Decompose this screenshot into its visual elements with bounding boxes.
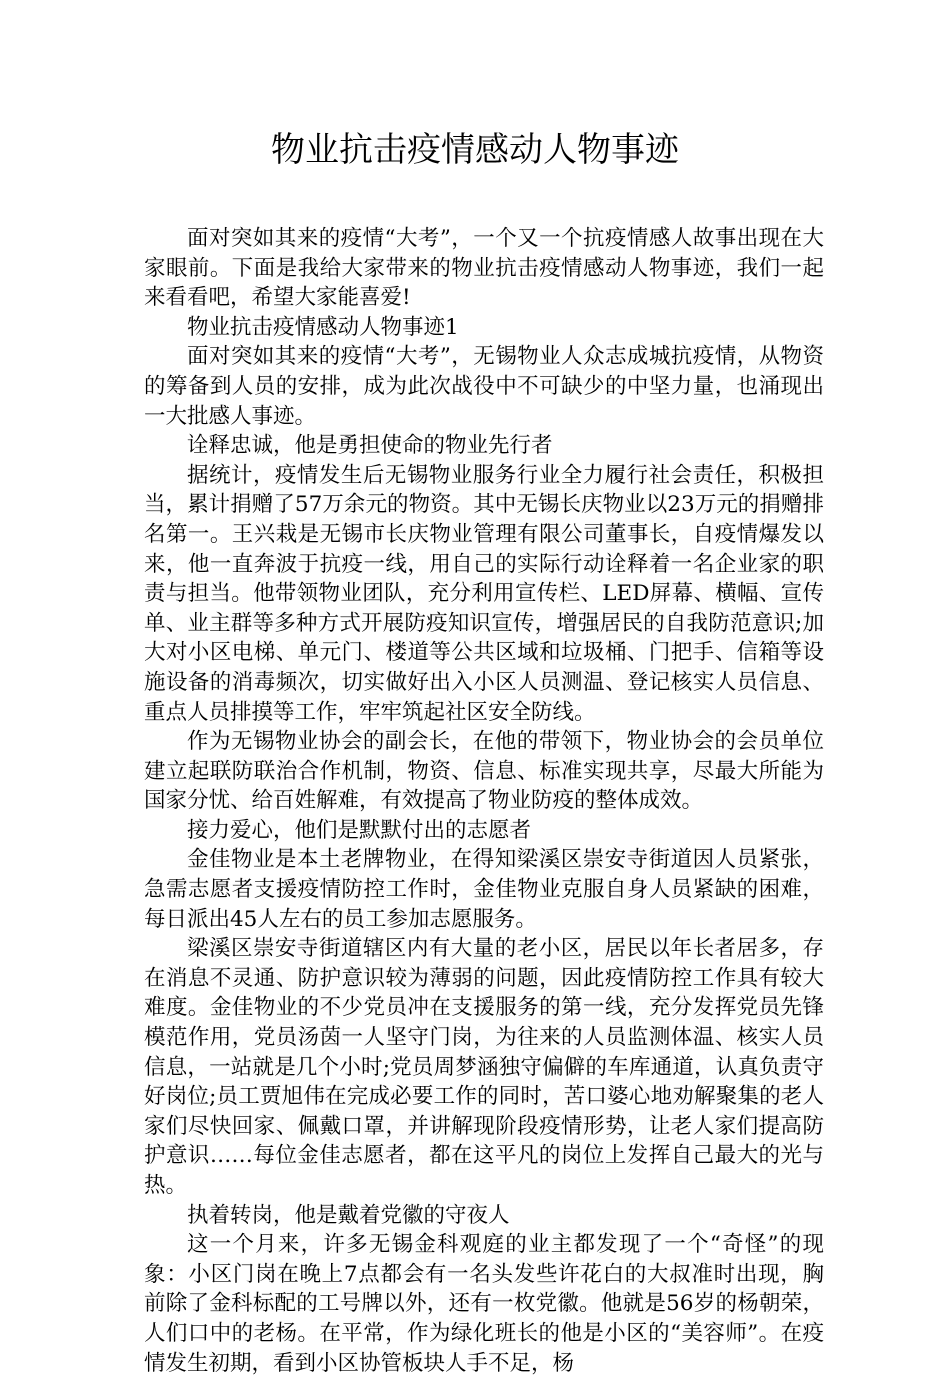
- paragraph: 这一个月来，许多无锡金科观庭的业主都发现了一个“奇怪”的现象：小区门岗在晚上7点都会有一名头发些许花白的大叔准时出现，胸前除了金科标配的工号牌以外，还有一枚党徽。他就是56岁的杨朝荣，人们口中的老杨。在平常，作为绿化班长的他是小区的“美容师”。在疫情发生初期，看到小区协管板块人手不足，杨: [144, 1232, 824, 1376]
- paragraph: 作为无锡物业协会的副会长，在他的带领下，物业协会的会员单位建立起联防联治合作机制，物资、信息、标准实现共享，尽最大所能为国家分忧、给百姓解难，有效提高了物业防疫的整体成效。: [144, 729, 824, 814]
- subheading-loyalty: 诠释忠诚，他是勇担使命的物业先行者: [187, 433, 553, 459]
- document-title: 物业抗击疫情感动人物事迹: [271, 130, 679, 170]
- paragraph: 梁溪区崇安寺街道辖区内有大量的老小区，居民以年长者居多，存在消息不灵通、防护意识较为薄弱的问题，因此疫情防控工作具有较大难度。金佳物业的不少党员冲在支援服务的第一线，充分发挥党员先锋模范作用，党员汤茵一人坚守门岗，为往来的人员监测体温、核实人员信息，一站就是几个小时;党员周梦涵独守偏僻的车库通道，认真负责守好岗位;员工贾旭伟在完成必要工作的同时，苦口婆心地劝解聚集的老人家们尽快回家、佩戴口罩，并讲解现阶段疫情形势，让老人家们提高防护意识……每位金佳志愿者，都在这平凡的岗位上发挥自己最大的光与热。: [144, 936, 824, 1198]
- paragraph: 据统计，疫情发生后无锡物业服务行业全力履行社会责任，积极担当，累计捐赠了57万余元的物资。其中无锡长庆物业以23万元的捐赠排名第一。王兴栽是无锡市长庆物业管理有限公司董事长，自疫情爆发以来，他一直奔波于抗疫一线，用自己的实际行动诠释着一名企业家的职责与担当。他带领物业团队，充分利用宣传栏、LED屏幕、横幅、宣传单、业主群等多种方式开展防疫知识宣传，增强居民的自我防范意识;加大对小区电梯、单元门、楼道等公共区域和垃圾桶、门把手、信箱等设施设备的消毒频次，切实做好出入小区人员测温、登记核实人员信息、重点人员排摸等工作，牢牢筑起社区安全防线。: [144, 462, 824, 725]
- subheading-night-guard: 执着转岗，他是戴着党徽的守夜人: [187, 1202, 510, 1228]
- paragraph: 面对突如其来的疫情“大考”，无锡物业人众志成城抗疫情，从物资的筹备到人员的安排，成为此次战役中不可缺少的中坚力量，也涌现出一大批感人事迹。: [144, 344, 824, 429]
- paragraph-intro: 面对突如其来的疫情“大考”，一个又一个抗疫情感人故事出现在大家眼前。下面是我给大家带来的物业抗击疫情感动人物事迹，我们一起来看看吧，希望大家能喜爱!: [144, 226, 824, 311]
- paragraph: 金佳物业是本土老牌物业，在得知梁溪区崇安寺街道因人员紧张，急需志愿者支援疫情防控工作时，金佳物业克服自身人员紧缺的困难，每日派出45人左右的员工参加志愿服务。: [144, 847, 824, 932]
- subheading-volunteers: 接力爱心，他们是默默付出的志愿者: [187, 817, 532, 843]
- document-body: [144, 224, 824, 1378]
- section-heading-story-1: 物业抗击疫情感动人物事迹1: [187, 314, 459, 340]
